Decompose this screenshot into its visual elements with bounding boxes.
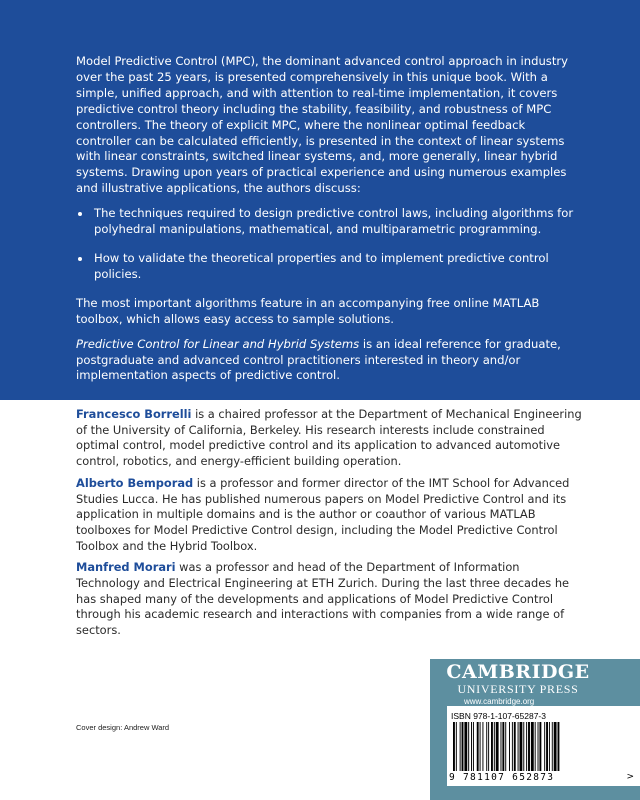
- barcode-bar: [462, 722, 464, 771]
- barcode-bar: [456, 722, 457, 771]
- barcode-bar: [528, 722, 530, 771]
- barcode-bar: [491, 722, 493, 771]
- barcode-bar: [539, 722, 541, 771]
- author-name: Francesco Borrelli: [76, 407, 192, 421]
- barcode-bar: [552, 722, 553, 771]
- author-bio-text: is a professor and former director of the IMT School for Advanced Studies Lucca. He has published numerous papers on Model Predictive Control and its application in multiple domains and is the author or coauthor of various MATLAB toolboxes for Model Predictive Control design, including the Model Predictive Control Toolbox and the Hybrid Toolbox.: [76, 475, 570, 553]
- barcode-bar: [526, 722, 527, 771]
- barcode-bar: [502, 722, 504, 771]
- barcode-bar: [505, 722, 506, 771]
- barcode-bar: [464, 722, 467, 771]
- topics-list: [76, 206, 582, 283]
- barcode-bar: [538, 722, 539, 771]
- barcode-area: [447, 706, 640, 786]
- barcode-bar: [473, 722, 474, 771]
- barcode-bar: [482, 722, 483, 771]
- barcode-bar: [512, 722, 513, 771]
- barcode-bar: [520, 722, 523, 771]
- cambridge-logo: [444, 661, 592, 697]
- barcode-bar: [546, 722, 548, 771]
- isbn-label: ISBN 978-1-107-65287-3: [451, 711, 546, 721]
- description-paragraph-2: The most important algorithms feature in an accompanying free online MATLAB toolbox, which allows easy access to sample solutions.: [76, 295, 540, 326]
- author-name: Manfred Morari: [76, 560, 176, 575]
- barcode-bar: [496, 722, 499, 771]
- cover-design-credit: Cover design: Andrew Ward: [76, 723, 170, 732]
- book-description: [76, 54, 582, 393]
- barcode-bar: [558, 722, 560, 771]
- author-bio-text: is a chaired professor at the Department of Mechanical Engineering of the University of California, Berkeley. His research interests include constrained optimal control, model predictive control and its application to advanced automotive control, robotics, and energy-efficient building operation.: [76, 407, 582, 469]
- description-paragraph-1: Model Predictive Control (MPC), the dominant advanced control approach in industry over the past 25 years, is presented comprehensively in this unique book. With a simple, unified approach, and with attention to real-time implementation, it covers predictive control theory including the stability, feasibility, and robustness of MPC controllers. The theory of explicit MPC, where the nonlinear optimal feedback controller can be calculated efficiently, is presented in the context of linear systems with linear constraints, switched linear systems, and, more generally, linear hybrid systems. Drawing upon years of practical experience and using numerous examples and illustrative applications, the authors discuss:: [76, 54, 569, 196]
- publisher-website: www.cambridge.org: [464, 697, 535, 706]
- barcode-quiet-zone-arrow: >: [626, 772, 634, 782]
- barcode-bar: [544, 722, 545, 771]
- barcode-bar: [471, 722, 472, 771]
- author-name: Alberto Bemporad: [76, 475, 194, 490]
- publisher-name: CAMBRIDGE: [446, 661, 590, 683]
- author-bio: [76, 560, 582, 639]
- barcode-bar: [460, 722, 461, 771]
- barcode-bar: [514, 722, 516, 771]
- author-bios: [76, 407, 582, 645]
- barcode-bar: [477, 722, 479, 771]
- barcode-bar: [523, 722, 524, 771]
- barcode-bar: [453, 722, 455, 771]
- barcode-bar: [486, 722, 487, 771]
- description-paragraph-3-rest: is an ideal reference for graduate, postgraduate and advanced control practitioners interested in theory and/or implementation aspects of predictive control.: [76, 336, 561, 383]
- barcode-bar: [554, 722, 557, 771]
- publisher-subname: UNIVERSITY PRESS: [457, 682, 579, 696]
- barcode-bar: [468, 722, 469, 771]
- author-bio: [76, 407, 582, 470]
- description-paragraph-3: [76, 337, 582, 385]
- barcode-bar: [501, 722, 502, 771]
- barcode-bar: [535, 722, 536, 771]
- barcode-bar: [518, 722, 519, 771]
- barcode-bar: [509, 722, 510, 771]
- barcode-bar: [480, 722, 481, 771]
- author-bio: [76, 476, 582, 555]
- barcode-bar: [549, 722, 550, 771]
- barcode-digits: 9 781107 652873: [449, 772, 555, 783]
- topic-item: The techniques required to design predictive control laws, including algorithms for polyhedral manipulations, mathematical, and multiparametric programming.: [76, 206, 582, 238]
- barcode-bar: [488, 722, 489, 771]
- barcode-bar: [531, 722, 534, 771]
- isbn-barcode: [452, 722, 602, 771]
- barcode-bar: [494, 722, 495, 771]
- author-bio-text: was a professor and head of the Department of Information Technology and Electrical Engineering at ETH Zurich. During the last three decades he has shaped many of the developments and applications of Model Predictive Control through his academic research and interactions with companies from a wide range of sectors.: [76, 560, 570, 638]
- book-title-italic: Predictive Control for Linear and Hybrid Systems: [76, 336, 360, 351]
- topic-item: How to validate the theoretical properties and to implement predictive control policies.: [76, 251, 582, 283]
